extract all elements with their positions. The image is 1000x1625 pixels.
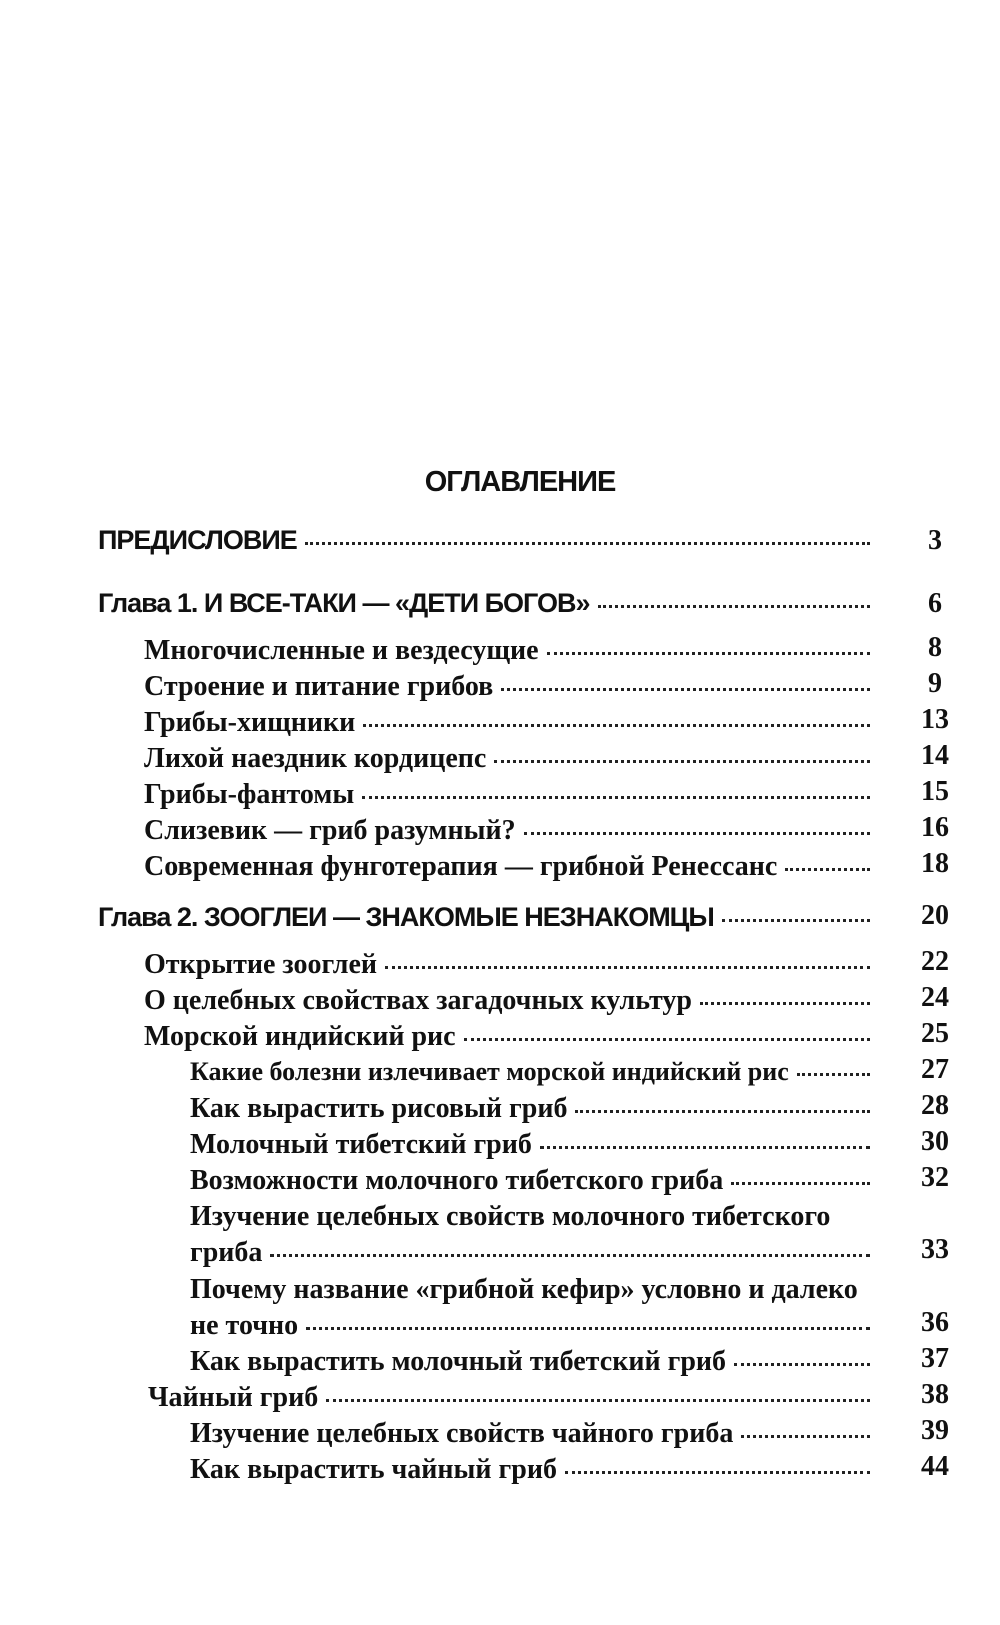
leader-dots (270, 1254, 870, 1257)
leader-dots (326, 1399, 870, 1402)
toc-entry-page: 39 (921, 1415, 949, 1446)
toc-entry-text: О целебных свойствах загадочных культур (144, 985, 692, 1016)
leader-dots (501, 688, 870, 691)
leader-dots (540, 1146, 870, 1149)
toc-entry (190, 1454, 878, 1486)
toc-entry (190, 1310, 878, 1342)
toc-entry-page: 22 (921, 946, 949, 977)
toc-entry-page: 33 (921, 1234, 949, 1265)
toc-entry-text: Как вырастить молочный тибетский гриб (190, 1346, 727, 1377)
leader-dots (575, 1110, 870, 1113)
toc-entry-page: 37 (921, 1343, 949, 1374)
toc-entry-page: 16 (921, 812, 949, 843)
toc-entry (144, 851, 878, 883)
toc-entry (190, 1165, 878, 1197)
toc-entry-text: Глава 2. ЗООГЛЕИ — ЗНАКОМЫЕ НЕЗНАКОМЦЫ (98, 902, 714, 932)
toc-entry-page: 36 (921, 1307, 949, 1338)
toc-entry (144, 949, 878, 981)
toc-entry (144, 1021, 878, 1053)
toc-entry-text: Лихой наездник кордицепс (144, 743, 487, 774)
toc-entry-text: ПРЕДИСЛОВИЕ (98, 525, 297, 555)
toc-entry (144, 707, 878, 739)
toc-entry (190, 1129, 878, 1161)
toc-entry-page: 27 (921, 1054, 949, 1085)
toc-entry-text-line2: не точно (190, 1310, 299, 1341)
toc-entry-text: Многочисленные и вездесущие (144, 635, 539, 666)
toc-entry-text: Современная фунготерапия — грибной Ренессанс (144, 851, 778, 882)
toc-entry-page: 8 (928, 632, 942, 663)
leader-dots (785, 868, 870, 871)
toc-entry-text: Глава 1. И ВСЕ-ТАКИ — «ДЕТИ БОГОВ» (98, 588, 590, 618)
toc-entry-text: Строение и питание грибов (144, 671, 494, 702)
toc-entry-text: Грибы-фантомы (144, 779, 355, 810)
toc-entry-text: Слизевик — гриб разумный? (144, 815, 516, 846)
toc-entry-page: 32 (921, 1162, 949, 1193)
leader-dots (731, 1182, 870, 1185)
toc-entry-text: Морской индийский рис (144, 1021, 456, 1052)
toc-entry (190, 1418, 878, 1450)
toc-entry (144, 985, 878, 1017)
toc-entry (144, 815, 878, 847)
leader-dots (598, 605, 871, 608)
leader-dots (722, 919, 870, 922)
toc-entry-page: 38 (921, 1379, 949, 1410)
toc-entry-text: Молочный тибетский гриб (190, 1129, 532, 1160)
toc-entry-text: Чайный гриб (148, 1382, 319, 1413)
leader-dots (305, 542, 870, 545)
toc-entry-page: 28 (921, 1090, 949, 1121)
toc-entry-page: 14 (921, 740, 949, 771)
toc-entry-page: 44 (921, 1451, 949, 1482)
toc-entry-text: Возможности молочного тибетского гриба (190, 1165, 724, 1196)
toc-entry-text: Какие болезни излечивает морской индийский рис (190, 1057, 789, 1086)
toc-entry-text-line2: гриба (190, 1237, 263, 1268)
leader-dots (363, 724, 870, 727)
toc-entry-text: Грибы-хищники (144, 707, 356, 738)
toc-entry (144, 671, 878, 703)
toc-entry-page: 6 (928, 588, 942, 619)
toc-entry (148, 1382, 878, 1414)
toc-entry-page: 20 (921, 900, 949, 931)
toc-entry-text: Как вырастить рисовый гриб (190, 1093, 568, 1124)
leader-dots (797, 1073, 870, 1076)
toc-entry-preface (98, 525, 878, 556)
leader-dots (464, 1038, 870, 1041)
leader-dots (741, 1435, 870, 1438)
toc-entry-page: 15 (921, 776, 949, 807)
toc-entry (190, 1346, 878, 1378)
toc-entry-page: 9 (928, 668, 942, 699)
leader-dots (524, 832, 870, 835)
toc-entry (190, 1057, 878, 1087)
leader-dots (734, 1363, 870, 1366)
toc-entry (190, 1237, 878, 1269)
toc-entry-chapter-2 (98, 902, 878, 933)
toc-entry-text-line1: Изучение целебных свойств молочного тибетского (190, 1201, 831, 1232)
leader-dots (385, 966, 870, 969)
toc-entry-page: 30 (921, 1126, 949, 1157)
toc-entry-page: 13 (921, 704, 949, 735)
leader-dots (362, 796, 870, 799)
toc-entry (190, 1093, 878, 1125)
toc-entry-text: Как вырастить чайный гриб (190, 1454, 557, 1485)
toc-entry-text: Открытие зооглей (144, 949, 378, 980)
toc-entry-text-line1: Почему название «грибной кефир» условно и далеко (190, 1274, 858, 1305)
leader-dots (494, 760, 870, 763)
toc-entry-text: Изучение целебных свойств чайного гриба (190, 1418, 734, 1449)
toc-entry-page: 24 (921, 982, 949, 1013)
toc-entry (144, 635, 878, 667)
toc-title: ОГЛАВЛЕНИЕ (424, 466, 616, 498)
leader-dots (700, 1002, 870, 1005)
toc-entry (144, 743, 878, 775)
toc-entry-chapter-1 (98, 588, 878, 619)
leader-dots (565, 1471, 870, 1474)
toc-entry (144, 779, 878, 811)
toc-entry-page: 25 (921, 1018, 949, 1049)
leader-dots (547, 652, 870, 655)
toc-entry-page: 18 (921, 848, 949, 879)
toc-entry-page: 3 (928, 525, 942, 556)
leader-dots (306, 1327, 870, 1330)
